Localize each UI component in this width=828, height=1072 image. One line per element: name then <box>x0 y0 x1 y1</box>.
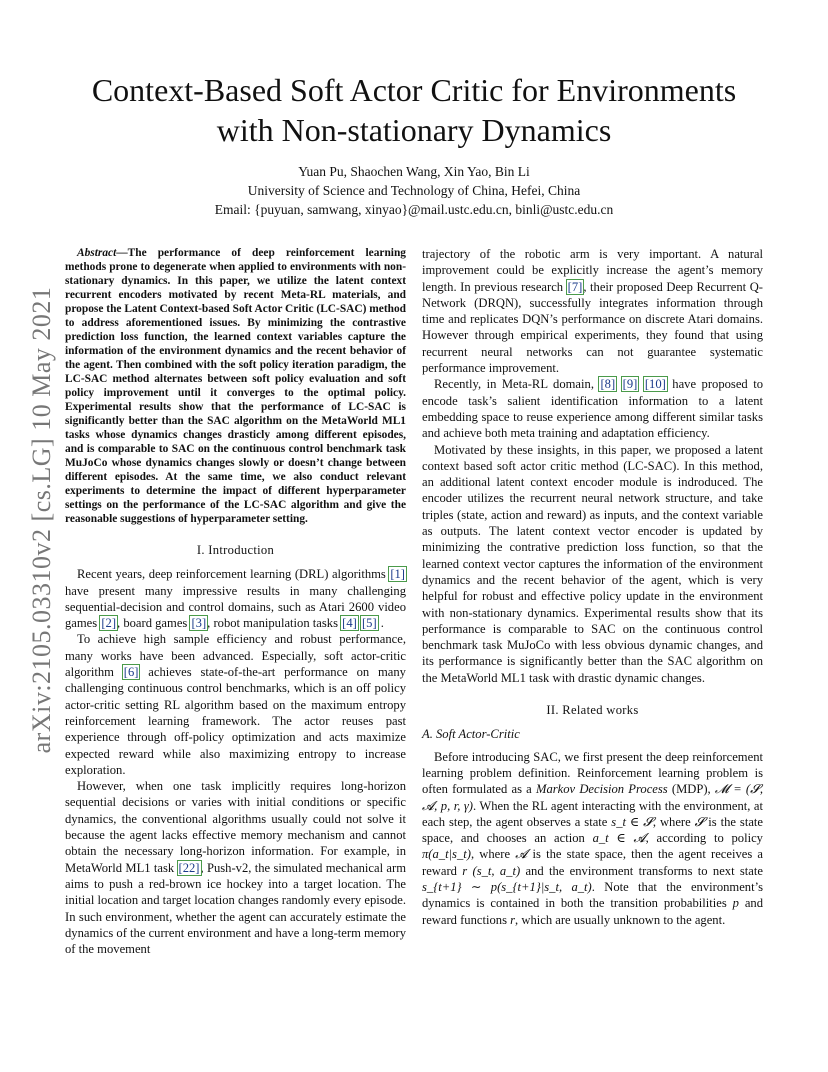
abstract-lead: Abstract <box>77 247 117 259</box>
math: r (s_t, a_t) <box>462 863 521 878</box>
abstract <box>65 246 406 526</box>
math: a_t ∈ 𝓐 <box>592 831 646 846</box>
math: π(a_t|s_t) <box>422 847 471 862</box>
math: p <box>732 896 739 911</box>
section-heading-related-works: II. Related works <box>546 703 639 718</box>
mdp-term: Markov Decision Process <box>535 782 668 797</box>
right-column <box>422 246 763 928</box>
author-block <box>80 162 748 219</box>
citation-link[interactable]: [7] <box>567 279 583 294</box>
math: 𝓜 = (𝓢, 𝓐, p, r, γ) <box>422 782 763 813</box>
citation-link[interactable]: [6] <box>123 665 139 680</box>
paper-title: Context-Based Soft Actor Critic for Environments with Non-stationary Dynamics <box>91 72 737 148</box>
citation-link[interactable]: [22] <box>178 860 200 875</box>
paragraph: Recent years, deep reinforcement learning (DRL) algorithms [1] have present many impressive results in many challenging sequential-decision and control domains, such as Atari 2600 video games [2], board games [3], robot manipulation tasks [4] [5] . <box>65 567 406 631</box>
citation-link[interactable]: [8] <box>600 377 616 392</box>
left-column <box>65 246 406 957</box>
math: r <box>510 912 516 927</box>
section-heading-introduction: I. Introduction <box>196 543 275 557</box>
math: 𝓐 <box>515 847 528 862</box>
paragraph: Motivated by these insights, in this paper, we proposed a latent context based soft actor critic method (LC-SAC). In this method, an additional latent context encoder module is indroduced. The encoder utilizes the recurrent neural network structure, and take triples (state, action and reward) as inputs, and the context variable as outputs. The latent context vector encoder is updated by minimizing the contrative prediction loss function, so that the learned context vector captures the information of the environment dynamics and the recent behavior of the agent, which is very helpful for robust and effective policy update in the environment with non-stationary dynamics. Experimental results show that its performance is comparable to SAC on the continuous control benchmark task MuJoCo with less obvious dynamic changes, and its performance is significantly better than the SAC algorithm on the MetaWorld ML1 task with drastic dynamic changes. <box>422 442 763 685</box>
affiliation: University of Science and Technology of China, Hefei, China <box>247 183 581 198</box>
citation-link[interactable]: [2] <box>101 616 117 631</box>
paragraph: However, when one task implicitly requires long-horizon sequential decisions or varies with initial conditions or specific dynamics, the conventional algorithms usually could not solve it because the agent lacks effective memory mechanism and cannot obtain the necessary long-horizon information. For example, in MetaWorld ML1 task [22], Push-v2, the simulated mechanical arm aims to push a red-brown ice hockey into a target location. The initial location and target location changes randomly every episode. In such environment, whether the agent can accurately estimate the dynamics of the current environment and have a long-term memory of the movement <box>65 779 407 957</box>
math: 𝓢 <box>694 814 705 829</box>
email: Email: {puyuan, samwang, xinyao}@mail.ustc.edu.cn, binli@ustc.edu.cn <box>214 202 614 217</box>
paragraph: Recently, in Meta-RL domain, [8] [9] [10] have proposed to encode task’s salient identification information to a latent embedding space to reuse experience among different similar tasks and achieve both meta training and adaptation efficiency. <box>422 377 764 441</box>
subsection-heading-sac: A. Soft Actor-Critic <box>422 727 520 742</box>
citation-link[interactable]: [10] <box>644 377 666 392</box>
paragraph: Before introducing SAC, we first present the deep reinforcement learning problem definition. Reinforcement learning problem is often formulated as a Markov Decision Process (MDP), 𝓜 = (𝓢, 𝓐, p, r, γ). When the RL agent interacting with the environment, at each step, the agent observes a state s_t ∈ 𝓢, where 𝓢 is the state space, and chooses an action a_t ∈ 𝓐, according to policy π(a_t|s_t), where 𝓐 is the state space, then the agent receives a reward r (s_t, a_t) and the environment transforms to next state s_{t+1} ∼ p(s_{t+1}|s_t, a_t). Note that the environment’s dynamics is contained in both the transition probabilities p and reward functions r, which are usually unknown to the agent. <box>422 749 764 927</box>
arxiv-sidebar-stamp <box>22 280 62 760</box>
citation-link[interactable]: [9] <box>622 377 638 392</box>
arxiv-identifier: arXiv:2105.03310v2 [cs.LG] 10 May 2021 <box>27 286 56 754</box>
citation-link[interactable]: [4] <box>342 616 357 631</box>
math: s_{t+1} ∼ p(s_{t+1}|s_t, a_t) <box>422 879 592 894</box>
author-names: Yuan Pu, Shaochen Wang, Xin Yao, Bin Li <box>298 164 530 179</box>
abstract-text: —The performance of deep reinforcement learning methods prone to degenerate when applied to environments with non-stationary dynamics. In this paper, we utilize the latent context recurrent encoders motivated by recent Meta-RL materials, and propose the Latent Context-based Soft Actor Critic (LC-SAC) method to address aforementioned issues. By minimizing the contrastive prediction loss function, the learned context variables capture the information of the environment dynamics and the recent behavior of the agent. Then combined with the soft policy iteration paradigm, the LC-SAC method alternates between soft policy evaluation and soft policy improvement until it converges to the optimal policy. Experimental results show that the performance of LC-SAC is significantly better than the SAC algorithm on the MetaWorld ML1 tasks whose dynamics changes drasticly among different episodes, and is comparable to SAC on the continuous control benchmark task MuJoCo whose dynamics changes slowly or doesn’t change between different episodes. At the same time, we also conduct relevant experiments to determine the impact of different hyperparameter settings on the performance of the LC-SAC algorithm and give the reasonable suggestions of hyperparameter setting. <box>65 247 406 525</box>
citation-link[interactable]: [5] <box>361 616 377 631</box>
math: s_t ∈ 𝓢 <box>611 814 653 829</box>
paragraph: To achieve high sample efficiency and robust performance, many works have been advanced. Especially, soft actor-critic algorithm [6] achieves state-of-the-art performance on many challenging continuous control benchmarks, which is an off policy actor-critic setting RL algorithm based on the maximum entropy reinforcement learning framework. The actor reuses past experience through off-policy optimization and acts maximize expected reward while also maximizing entropy to increase exploration. <box>65 632 406 777</box>
citation-link[interactable]: [1] <box>390 567 405 582</box>
citation-link[interactable]: [3] <box>191 616 207 631</box>
paragraph: trajectory of the robotic arm is very important. A natural improvement could be explicitly increase the agent’s memory length. In previous research [7], their proposed Deep Recurrent Q-Network (DRQN), successfully integrates information through time and replicates DQN’s performance on discrete Atari domains. However through empirical experiments, they found that using recurrent neural networks can not guarantee systematic performance improvement. <box>422 247 763 376</box>
